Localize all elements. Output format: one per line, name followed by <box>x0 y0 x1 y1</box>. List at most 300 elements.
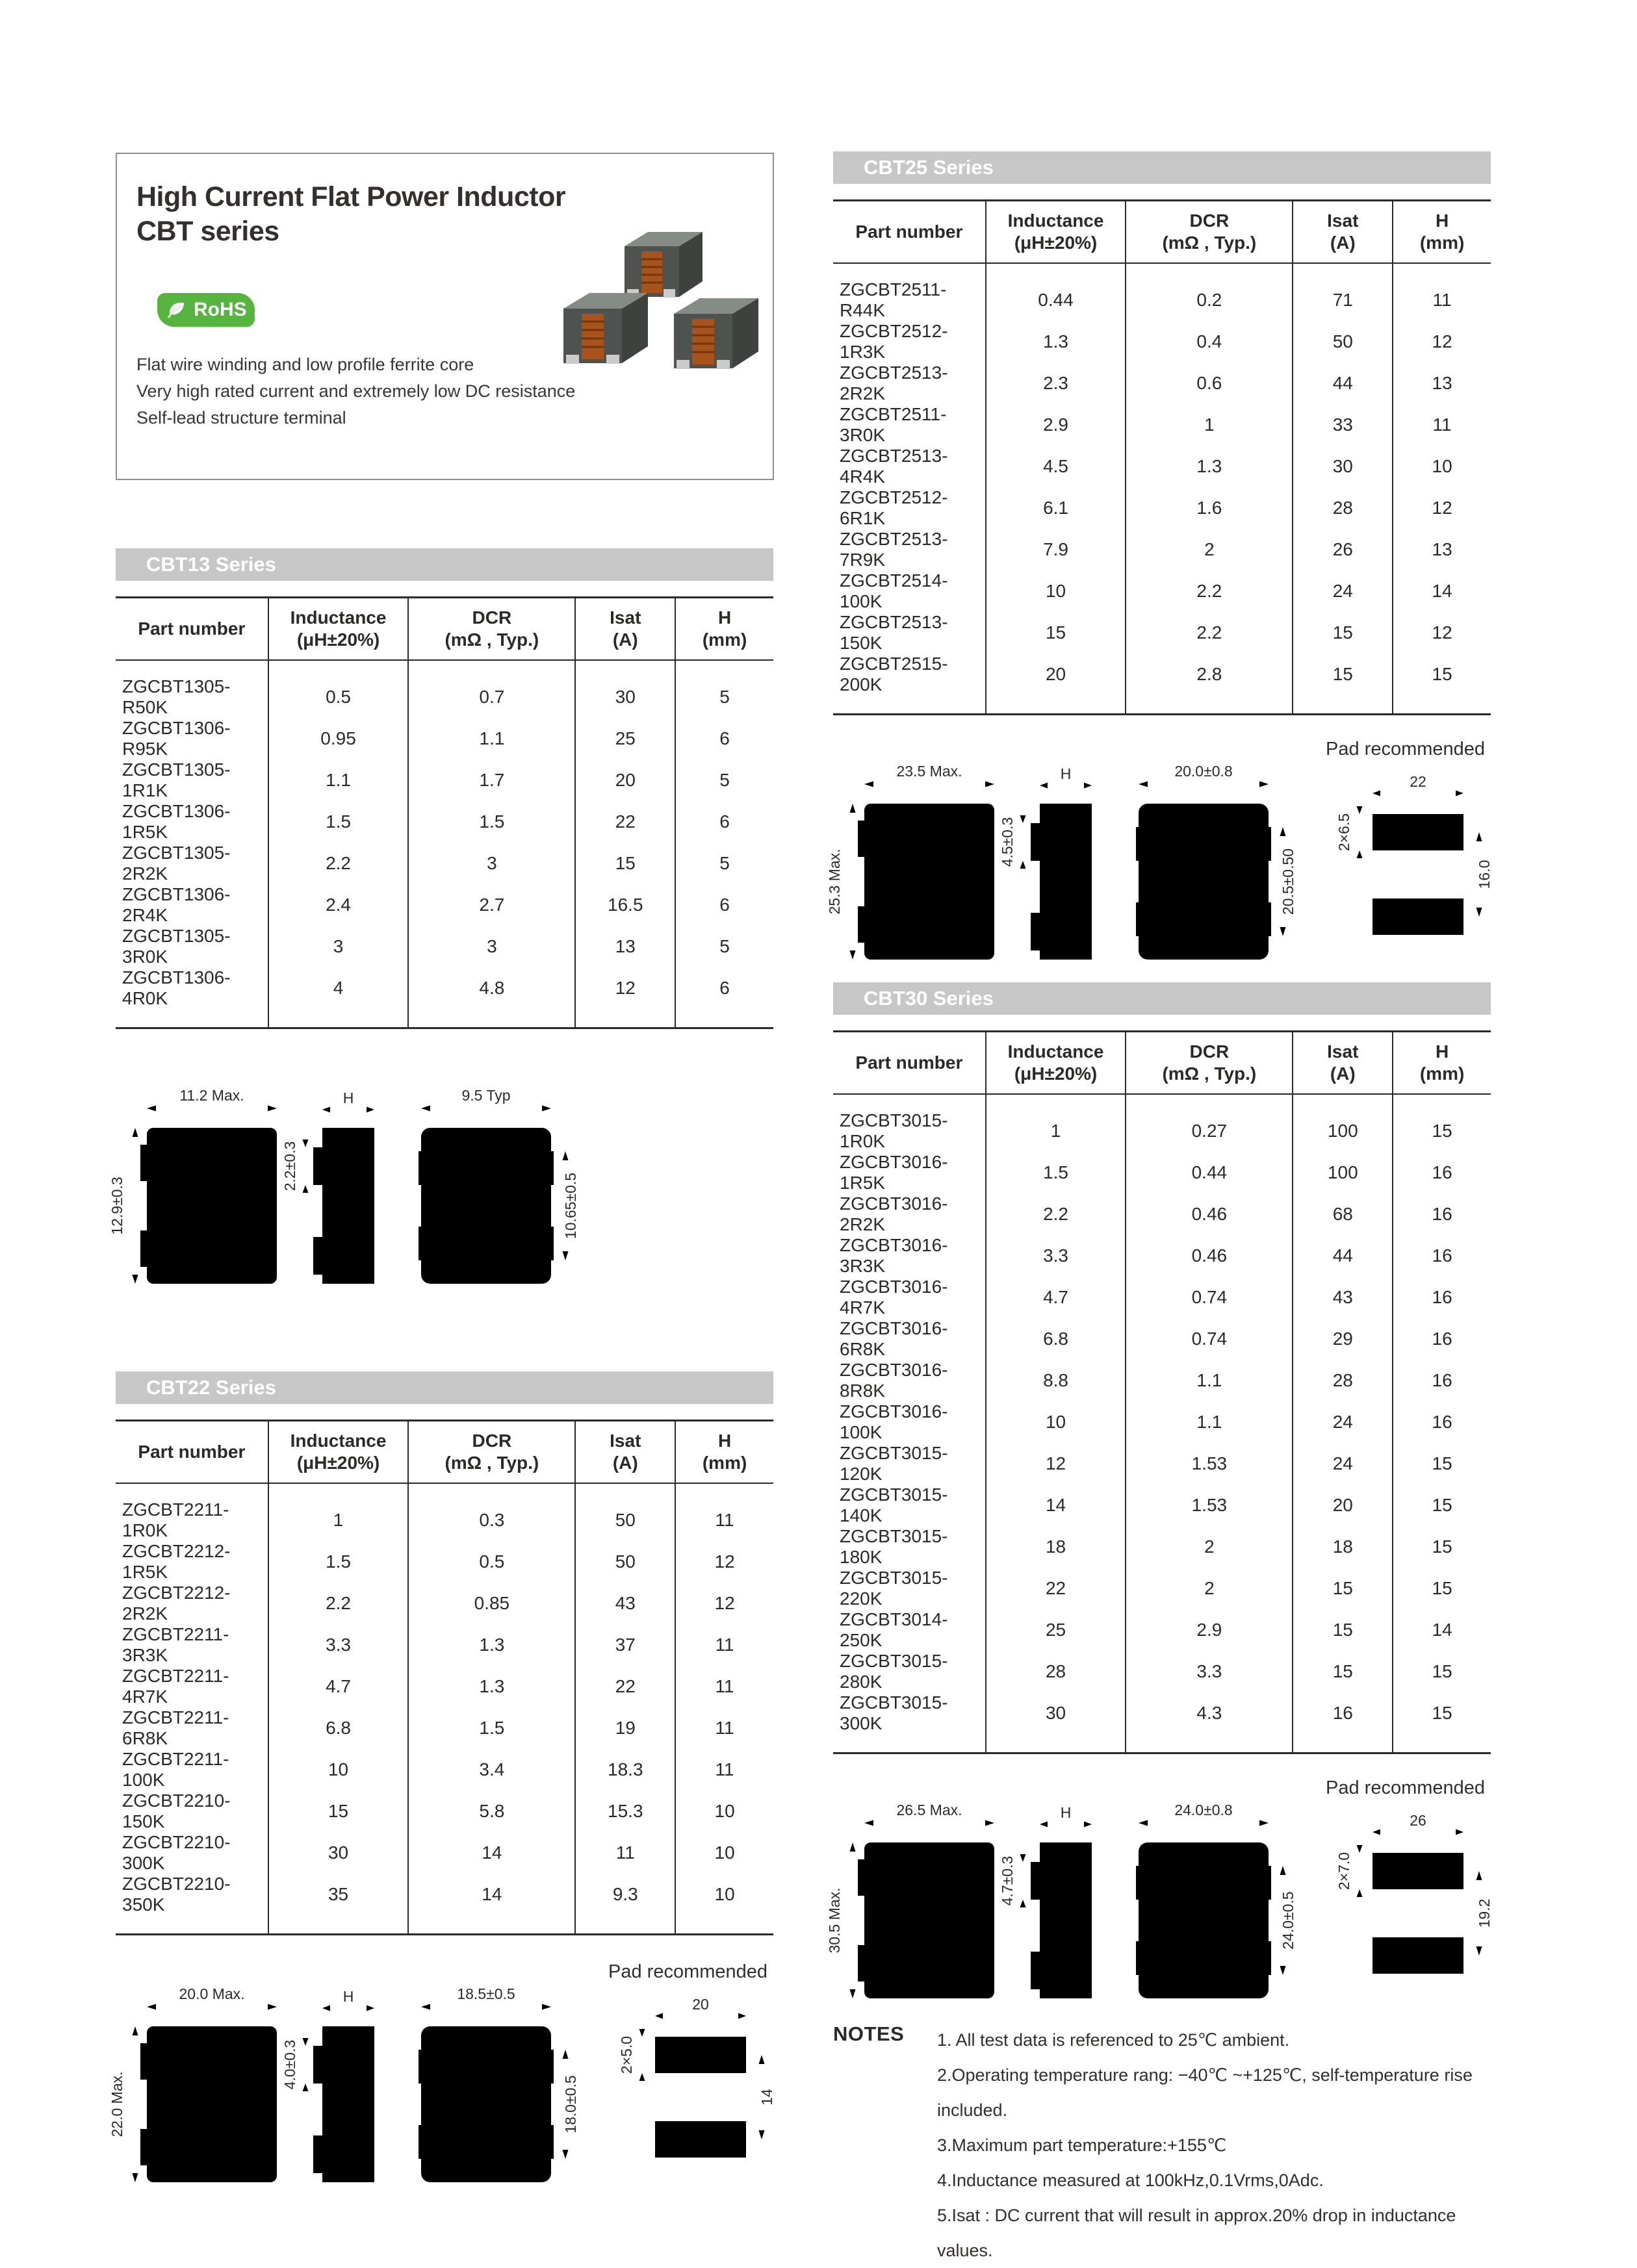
value-cell: 11 <box>675 1483 773 1541</box>
value-cell: 0.85 <box>408 1583 575 1624</box>
value-cell: 30 <box>986 1692 1126 1753</box>
value-cell: 16 <box>1393 1277 1491 1318</box>
value-cell: 13 <box>1393 529 1491 570</box>
value-cell: 0.5 <box>408 1541 575 1583</box>
value-cell: 15 <box>1393 654 1491 715</box>
part-number-cell: ZGCBT2513-150K <box>840 612 948 653</box>
value-cell: 15 <box>1293 1568 1393 1609</box>
value-cell: 15 <box>1393 1443 1491 1484</box>
value-cell: 0.3 <box>408 1483 575 1541</box>
dim-label: H <box>1060 765 1072 782</box>
page-title-line2: CBT series <box>136 216 279 247</box>
table-row <box>833 612 1491 654</box>
dim-label: H <box>342 1089 354 1106</box>
value-cell: 1.5 <box>268 801 409 843</box>
part-number-cell: ZGCBT2211-6R8K <box>122 1707 229 1748</box>
value-cell: 1.1 <box>408 718 575 759</box>
table-row <box>116 1666 773 1707</box>
value-cell: 15 <box>1293 612 1393 654</box>
part-number-cell: ZGCBT3016-6R8K <box>840 1318 948 1359</box>
value-cell: 1.3 <box>408 1666 575 1707</box>
page-title-line1: High Current Flat Power Inductor <box>136 181 566 212</box>
cbt13-table <box>116 596 773 1029</box>
dim-label: 16.0 <box>1476 860 1493 889</box>
value-cell: 4.3 <box>1126 1692 1293 1753</box>
value-cell: 1.53 <box>1126 1443 1293 1484</box>
value-cell: 0.46 <box>1126 1193 1293 1235</box>
dim-label: 20.0±0.8 <box>1174 763 1233 780</box>
dim-label: 18.0±0.5 <box>562 2075 579 2134</box>
table-row <box>833 1609 1491 1651</box>
dim-label: 2×6.5 <box>1335 813 1352 852</box>
dim-label: 20.0 Max. <box>179 1985 245 2002</box>
table-row <box>833 570 1491 612</box>
cbt13-series-bar: CBT13 Series <box>116 548 773 581</box>
value-cell: 2 <box>1126 1568 1293 1609</box>
value-cell: 6 <box>675 967 773 1028</box>
part-number-cell: ZGCBT2211-100K <box>122 1749 229 1790</box>
product-photo <box>554 231 762 406</box>
value-cell: 2 <box>1126 1526 1293 1568</box>
value-cell: 9.3 <box>575 1874 675 1935</box>
table-row <box>116 1749 773 1790</box>
part-number-cell: ZGCBT2511-3R0K <box>840 404 947 445</box>
part-number-cell: ZGCBT3016-3R3K <box>840 1235 948 1276</box>
value-cell: 4.7 <box>268 1666 409 1707</box>
value-cell: 15 <box>1293 1651 1393 1692</box>
cbt25-series-bar: CBT25 Series <box>833 151 1491 184</box>
value-cell: 12 <box>1393 612 1491 654</box>
value-cell: 0.4 <box>1126 321 1293 363</box>
value-cell: 12 <box>986 1443 1126 1484</box>
part-number-cell: ZGCBT2512-1R3K <box>840 321 948 362</box>
value-cell: 3.3 <box>268 1624 409 1666</box>
part-number-cell: ZGCBT2513-4R4K <box>840 446 948 487</box>
table-row <box>833 1526 1491 1568</box>
col-h: H (mm) <box>675 598 773 661</box>
value-cell: 14 <box>1393 1609 1491 1651</box>
part-number-cell: ZGCBT1306-2R4K <box>122 884 231 925</box>
cbt22-table <box>116 1420 773 1935</box>
part-number-cell: ZGCBT2211-1R0K <box>122 1499 229 1540</box>
value-cell: 1.6 <box>1126 487 1293 529</box>
value-cell: 1 <box>1126 404 1293 446</box>
value-cell: 12 <box>675 1583 773 1624</box>
value-cell: 28 <box>986 1651 1126 1692</box>
feature-list <box>136 351 575 431</box>
dim-label: 25.3 Max. <box>826 848 843 915</box>
value-cell: 30 <box>1293 446 1393 487</box>
table-row <box>116 1874 773 1935</box>
part-number-cell: ZGCBT3015-1R0K <box>840 1110 948 1151</box>
table-row <box>116 884 773 926</box>
value-cell: 16.5 <box>575 884 675 926</box>
table-row <box>833 321 1491 363</box>
col-h: H (mm) <box>1393 201 1491 264</box>
value-cell: 11 <box>575 1832 675 1874</box>
value-cell: 22 <box>575 801 675 843</box>
dim-label: 22 <box>1410 773 1426 790</box>
table-row <box>116 967 773 1028</box>
dim-label: 24.0±0.8 <box>1174 1802 1233 1818</box>
value-cell: 1 <box>986 1094 1126 1152</box>
value-cell: 15 <box>1393 1692 1491 1753</box>
value-cell: 2.2 <box>986 1193 1126 1235</box>
value-cell: 15 <box>1393 1526 1491 1568</box>
value-cell: 11 <box>1393 404 1491 446</box>
value-cell: 28 <box>1293 1360 1393 1401</box>
value-cell: 16 <box>1393 1193 1491 1235</box>
value-cell: 18 <box>986 1526 1126 1568</box>
col-dcr: DCR (mΩ , Typ.) <box>1126 1032 1293 1095</box>
value-cell: 5 <box>675 759 773 801</box>
table-row <box>833 1401 1491 1443</box>
table-row <box>116 1483 773 1541</box>
value-cell: 13 <box>1393 363 1491 404</box>
value-cell: 37 <box>575 1624 675 1666</box>
dim-label: 14 <box>758 2089 775 2106</box>
table-row <box>116 1707 773 1749</box>
dim-label: 26 <box>1410 1812 1426 1829</box>
value-cell: 44 <box>1293 1235 1393 1277</box>
value-cell: 16 <box>1393 1152 1491 1193</box>
part-number-cell: ZGCBT2515-200K <box>840 654 948 694</box>
table-header-row <box>116 598 773 661</box>
value-cell: 3 <box>408 843 575 884</box>
leaf-icon <box>166 299 188 321</box>
value-cell: 35 <box>268 1874 409 1935</box>
note-item: 3.Maximum part temperature:+155℃ <box>937 2135 1227 2155</box>
value-cell: 1.1 <box>1126 1360 1293 1401</box>
part-number-cell: ZGCBT2514-100K <box>840 570 948 611</box>
part-number-cell: ZGCBT2511-R44K <box>840 279 947 320</box>
table-header-row <box>833 1032 1491 1095</box>
part-number-cell: ZGCBT1305-R50K <box>122 676 231 717</box>
dim-label: 2×7.0 <box>1335 1852 1352 1891</box>
dim-label: 22.0 Max. <box>109 2071 125 2137</box>
value-cell: 71 <box>1293 263 1393 321</box>
value-cell: 5 <box>675 926 773 967</box>
value-cell: 30 <box>268 1832 409 1874</box>
feature-item: Self-lead structure terminal <box>136 408 346 427</box>
value-cell: 25 <box>575 718 675 759</box>
part-number-cell: ZGCBT3015-180K <box>840 1526 948 1567</box>
value-cell: 11 <box>675 1624 773 1666</box>
value-cell: 6.1 <box>986 487 1126 529</box>
value-cell: 7.9 <box>986 529 1126 570</box>
value-cell: 100 <box>1293 1152 1393 1193</box>
part-number-cell: ZGCBT1306-1R5K <box>122 801 231 842</box>
table-row <box>833 1235 1491 1277</box>
part-number-cell: ZGCBT3016-8R8K <box>840 1360 948 1401</box>
value-cell: 26 <box>1293 529 1393 570</box>
table-header-row <box>833 201 1491 264</box>
part-number-cell: ZGCBT3016-4R7K <box>840 1277 948 1318</box>
part-number-cell: ZGCBT3015-140K <box>840 1484 948 1525</box>
value-cell: 10 <box>675 1790 773 1832</box>
table-row <box>833 1193 1491 1235</box>
dim-label: 9.5 Typ <box>461 1087 511 1104</box>
value-cell: 25 <box>986 1609 1126 1651</box>
table-row <box>116 801 773 843</box>
value-cell: 2.3 <box>986 363 1126 404</box>
value-cell: 14 <box>408 1874 575 1935</box>
value-cell: 5.8 <box>408 1790 575 1832</box>
value-cell: 2.9 <box>1126 1609 1293 1651</box>
value-cell: 2.9 <box>986 404 1126 446</box>
part-number-cell: ZGCBT3016-2R2K <box>840 1193 948 1234</box>
value-cell: 1.53 <box>1126 1484 1293 1526</box>
table-row <box>116 1832 773 1874</box>
value-cell: 11 <box>675 1749 773 1790</box>
table-row <box>833 1692 1491 1753</box>
col-isat: Isat (A) <box>1293 1032 1393 1095</box>
part-number-cell: ZGCBT3016-1R5K <box>840 1152 948 1193</box>
dim-label: 4.0±0.3 <box>281 2039 298 2090</box>
part-number-cell: ZGCBT2212-2R2K <box>122 1583 231 1624</box>
value-cell: 16 <box>1293 1692 1393 1753</box>
table-row <box>116 1624 773 1666</box>
part-number-cell: ZGCBT2210-150K <box>122 1790 231 1831</box>
value-cell: 15 <box>1293 654 1393 715</box>
dim-label: 30.5 Max. <box>826 1887 843 1954</box>
table-row <box>833 404 1491 446</box>
table-row <box>833 1318 1491 1360</box>
value-cell: 15.3 <box>575 1790 675 1832</box>
value-cell: 11 <box>675 1707 773 1749</box>
table-row <box>833 487 1491 529</box>
value-cell: 29 <box>1293 1318 1393 1360</box>
col-isat: Isat (A) <box>575 1421 675 1484</box>
value-cell: 0.44 <box>1126 1152 1293 1193</box>
dim-label: 20 <box>692 1996 709 2013</box>
col-part: Part number <box>833 1032 986 1095</box>
part-number-cell: ZGCBT3014-250K <box>840 1609 948 1650</box>
value-cell: 5 <box>675 843 773 884</box>
value-cell: 2.2 <box>1126 570 1293 612</box>
table-header-row <box>116 1421 773 1484</box>
cbt30-diagrams <box>826 1777 1493 2008</box>
cbt13-diagrams <box>109 1063 773 1293</box>
value-cell: 0.46 <box>1126 1235 1293 1277</box>
value-cell: 16 <box>1393 1235 1491 1277</box>
value-cell: 2.7 <box>408 884 575 926</box>
table-row <box>116 926 773 967</box>
page-title <box>136 180 565 249</box>
value-cell: 1.5 <box>408 1707 575 1749</box>
feature-item: Flat wire winding and low profile ferrite core <box>136 355 474 374</box>
value-cell: 20 <box>1293 1484 1393 1526</box>
table-row <box>116 1541 773 1583</box>
table-row <box>833 363 1491 404</box>
value-cell: 0.74 <box>1126 1277 1293 1318</box>
value-cell: 1.3 <box>986 321 1126 363</box>
value-cell: 15 <box>1293 1609 1393 1651</box>
dim-label: 23.5 Max. <box>896 763 962 780</box>
col-dcr: DCR (mΩ , Typ.) <box>408 1421 575 1484</box>
pad-recommended-title: Pad recommended <box>608 1961 768 1982</box>
value-cell: 4 <box>268 967 409 1028</box>
cbt30-series-bar: CBT30 Series <box>833 982 1491 1015</box>
table-row <box>833 1484 1491 1526</box>
cbt22-diagrams <box>109 1961 775 2192</box>
value-cell: 10 <box>268 1749 409 1790</box>
part-number-cell: ZGCBT2513-7R9K <box>840 529 948 570</box>
part-number-cell: ZGCBT2211-3R3K <box>122 1624 229 1665</box>
value-cell: 22 <box>986 1568 1126 1609</box>
value-cell: 28 <box>1293 487 1393 529</box>
part-number-cell: ZGCBT2513-2R2K <box>840 363 948 403</box>
value-cell: 14 <box>1393 570 1491 612</box>
value-cell: 5 <box>675 660 773 718</box>
value-cell: 0.27 <box>1126 1094 1293 1152</box>
value-cell: 1.1 <box>1126 1401 1293 1443</box>
dim-label: 12.9±0.3 <box>109 1177 125 1235</box>
value-cell: 3 <box>408 926 575 967</box>
rohs-label: RoHS <box>194 299 247 320</box>
part-number-cell: ZGCBT2210-350K <box>122 1874 231 1915</box>
value-cell: 68 <box>1293 1193 1393 1235</box>
value-cell: 15 <box>1393 1484 1491 1526</box>
dim-label: 2×5.0 <box>618 2035 635 2074</box>
value-cell: 6 <box>675 801 773 843</box>
table-row <box>833 654 1491 715</box>
value-cell: 24 <box>1293 1401 1393 1443</box>
note-item: 2.Operating temperature rang: −40℃ ~+125℃, self-temperature rise included. <box>937 2065 1473 2120</box>
cbt30-table <box>833 1030 1491 1754</box>
table-row <box>833 446 1491 487</box>
dim-label: 24.0±0.5 <box>1280 1891 1296 1950</box>
value-cell: 3 <box>268 926 409 967</box>
value-cell: 22 <box>575 1666 675 1707</box>
table-row <box>833 1568 1491 1609</box>
value-cell: 8.8 <box>986 1360 1126 1401</box>
value-cell: 0.95 <box>268 718 409 759</box>
value-cell: 16 <box>1393 1318 1491 1360</box>
value-cell: 33 <box>1293 404 1393 446</box>
table-row <box>833 1277 1491 1318</box>
value-cell: 100 <box>1293 1094 1393 1152</box>
value-cell: 1.7 <box>408 759 575 801</box>
part-number-cell: ZGCBT3016-100K <box>840 1401 948 1442</box>
value-cell: 43 <box>575 1583 675 1624</box>
value-cell: 1.5 <box>986 1152 1126 1193</box>
col-part: Part number <box>833 201 986 264</box>
part-number-cell: ZGCBT3015-300K <box>840 1692 948 1733</box>
dim-label: 10.65±0.5 <box>562 1172 579 1240</box>
note-item: 1. All test data is referenced to 25℃ ambient. <box>937 2030 1290 2050</box>
value-cell: 24 <box>1293 570 1393 612</box>
col-dcr: DCR (mΩ , Typ.) <box>1126 201 1293 264</box>
table-row <box>833 1651 1491 1692</box>
value-cell: 3.4 <box>408 1749 575 1790</box>
part-number-cell: ZGCBT1306-4R0K <box>122 967 231 1008</box>
dim-label: 20.5±0.50 <box>1280 848 1296 915</box>
value-cell: 1.3 <box>408 1624 575 1666</box>
notes-section <box>833 2022 1491 2268</box>
value-cell: 4.7 <box>986 1277 1126 1318</box>
value-cell: 6.8 <box>986 1318 1126 1360</box>
part-number-cell: ZGCBT1305-3R0K <box>122 926 231 967</box>
value-cell: 3.3 <box>1126 1651 1293 1692</box>
part-number-cell: ZGCBT3015-220K <box>840 1568 948 1609</box>
table-row <box>833 1360 1491 1401</box>
notes-label: NOTES <box>833 2022 905 2045</box>
dim-label: 4.5±0.3 <box>999 817 1016 867</box>
col-h: H (mm) <box>675 1421 773 1484</box>
part-number-cell: ZGCBT3015-280K <box>840 1651 948 1692</box>
value-cell: 13 <box>575 926 675 967</box>
value-cell: 20 <box>575 759 675 801</box>
value-cell: 0.2 <box>1126 263 1293 321</box>
value-cell: 14 <box>986 1484 1126 1526</box>
pad-recommended-title: Pad recommended <box>1326 1777 1486 1798</box>
col-part: Part number <box>116 598 268 661</box>
table-row <box>116 759 773 801</box>
value-cell: 15 <box>1393 1568 1491 1609</box>
value-cell: 3.3 <box>986 1235 1126 1277</box>
dim-label: H <box>1060 1804 1072 1821</box>
rohs-badge <box>157 293 255 327</box>
value-cell: 1 <box>268 1483 409 1541</box>
col-inductance: Inductance (μH±20%) <box>268 598 409 661</box>
value-cell: 10 <box>675 1874 773 1935</box>
table-row <box>116 843 773 884</box>
col-isat: Isat (A) <box>575 598 675 661</box>
col-inductance: Inductance (μH±20%) <box>268 1421 409 1484</box>
dim-label: 19.2 <box>1476 1898 1493 1928</box>
value-cell: 24 <box>1293 1443 1393 1484</box>
value-cell: 10 <box>986 570 1126 612</box>
part-number-cell: ZGCBT2211-4R7K <box>122 1666 229 1707</box>
value-cell: 44 <box>1293 363 1393 404</box>
value-cell: 1.3 <box>1126 446 1293 487</box>
table-row <box>116 660 773 718</box>
table-row <box>833 1443 1491 1484</box>
cbt25-table <box>833 199 1491 715</box>
value-cell: 10 <box>986 1401 1126 1443</box>
value-cell: 2.2 <box>268 1583 409 1624</box>
dim-label: H <box>342 1988 354 2005</box>
col-dcr: DCR (mΩ , Typ.) <box>408 598 575 661</box>
value-cell: 2.8 <box>1126 654 1293 715</box>
value-cell: 0.6 <box>1126 363 1293 404</box>
part-number-cell: ZGCBT1305-1R1K <box>122 759 231 800</box>
feature-item: Very high rated current and extremely low DC resistance <box>136 381 576 401</box>
dim-label: 11.2 Max. <box>179 1087 244 1104</box>
value-cell: 4.5 <box>986 446 1126 487</box>
cbt25-diagrams <box>826 739 1493 969</box>
value-cell: 14 <box>408 1832 575 1874</box>
part-number-cell: ZGCBT1305-2R2K <box>122 843 231 884</box>
table-row <box>116 718 773 759</box>
value-cell: 4.8 <box>408 967 575 1028</box>
col-inductance: Inductance (μH±20%) <box>986 1032 1126 1095</box>
value-cell: 6 <box>675 718 773 759</box>
value-cell: 18 <box>1293 1526 1393 1568</box>
value-cell: 11 <box>675 1666 773 1707</box>
value-cell: 2.2 <box>1126 612 1293 654</box>
value-cell: 16 <box>1393 1401 1491 1443</box>
value-cell: 2.4 <box>268 884 409 926</box>
value-cell: 10 <box>1393 446 1491 487</box>
col-inductance: Inductance (μH±20%) <box>986 201 1126 264</box>
value-cell: 0.7 <box>408 660 575 718</box>
value-cell: 15 <box>575 843 675 884</box>
value-cell: 15 <box>1393 1651 1491 1692</box>
value-cell: 50 <box>575 1541 675 1583</box>
value-cell: 2.2 <box>268 843 409 884</box>
